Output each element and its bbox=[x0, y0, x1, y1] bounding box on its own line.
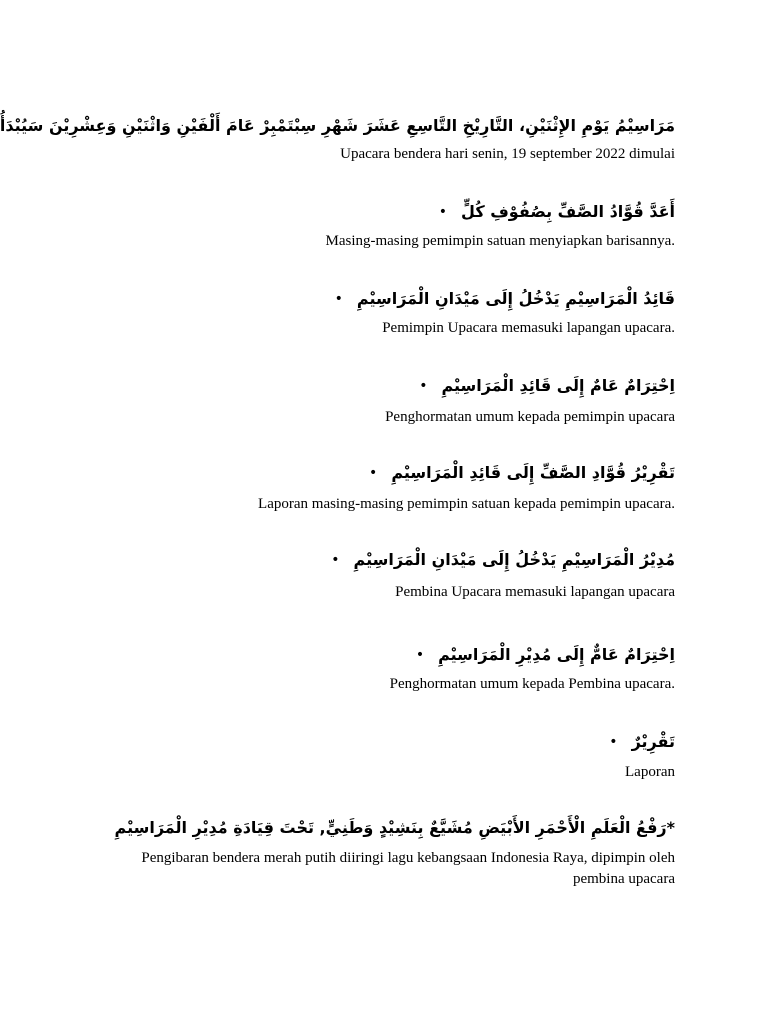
list-item-2 bbox=[335, 289, 675, 308]
bullet-icon: • bbox=[419, 377, 428, 394]
list-item-arabic: أَعَدَّ قُوَّادُ الصَّفِّ بِصُفُوْفِ كُلٍّ bbox=[461, 202, 675, 221]
final-latin-text: Pengibaran bendera merah putih diiringi lagu kebangsaan Indonesia Raya, dipimpin oleh pembina upacara bbox=[141, 850, 675, 887]
list-item-latin: Laporan bbox=[625, 764, 675, 780]
list-item-arabic: تَقْرِيْرٌ bbox=[631, 732, 675, 751]
bullet-icon: • bbox=[369, 464, 378, 481]
list-item-latin: Penghormatan umum kepada Pembina upacara. bbox=[389, 676, 675, 692]
list-item-arabic: تَقْرِيْرُ قُوَّادِ الصَّفِّ إِلَى قَائِدِ الْمَرَاسِيْمِ bbox=[391, 463, 675, 482]
intro-arabic-text: مَرَاسِيْمُ يَوْمِ الإِثْنَيْنِ، التَّارِيْخِ التَّاسِعِ عَشَرَ شَهْرِ سِبْتَمْبِرْ عَامَ أَلْفَيْنِ وَاثْنَيْنِ وَعِشْرِيْنَ سَيُبْدَأُ bbox=[0, 116, 675, 135]
final-arabic-text: *رَفْعُ الْعَلَمِ الْأَحْمَرِ الأَبْيَضِ مُشَيَّعٌ بِنَشِيْدٍ وَطَنِيٍّ, تَحْتَ قِيَادَةِ مُدِيْرِ الْمَرَاسِيْمِ bbox=[114, 818, 675, 837]
intro-latin-text: Upacara bendera hari senin, 19 september 2022 dimulai bbox=[340, 146, 675, 162]
bullet-icon: • bbox=[331, 551, 340, 568]
list-item-latin: Penghormatan umum kepada pemimpin upacara bbox=[385, 409, 675, 425]
list-item-arabic: مُدِيْرُ الْمَرَاسِيْمِ يَدْخُلُ إِلَى مَيْدَانِ الْمَرَاسِيْمِ bbox=[353, 550, 675, 569]
bullet-icon: • bbox=[415, 646, 425, 663]
list-item-latin: Pembina Upacara memasuki lapangan upacara bbox=[395, 584, 675, 600]
list-item-5 bbox=[331, 550, 675, 569]
list-item-3 bbox=[419, 376, 675, 395]
list-item-latin: Pemimpin Upacara memasuki lapangan upacara. bbox=[382, 320, 675, 336]
list-item-latin: Laporan masing-masing pemimpin satuan kepada pemimpin upacara. bbox=[258, 496, 675, 512]
list-item-1 bbox=[439, 202, 675, 221]
list-item-6 bbox=[416, 645, 675, 664]
list-item-arabic: اِحْتِرَامٌ عَامٌّ إِلَى مُدِيْرِ الْمَرَاسِيْمِ bbox=[438, 645, 675, 664]
list-item-4 bbox=[369, 463, 675, 482]
list-item-latin: Masing-masing pemimpin satuan menyiapkan barisannya. bbox=[325, 233, 675, 249]
bullet-icon: • bbox=[334, 290, 343, 307]
list-item-arabic: قَائِدُ الْمَرَاسِيْمِ يَدْخُلُ إِلَى مَيْدَانِ الْمَرَاسِيْمِ bbox=[356, 289, 675, 308]
list-item-7 bbox=[609, 732, 675, 751]
bullet-icon: • bbox=[438, 203, 448, 220]
list-item-arabic: اِحْتِرَامٌ عَامٌ إِلَى قَائِدِ الْمَرَاسِيْمِ bbox=[441, 376, 675, 395]
bullet-icon: • bbox=[609, 733, 618, 750]
